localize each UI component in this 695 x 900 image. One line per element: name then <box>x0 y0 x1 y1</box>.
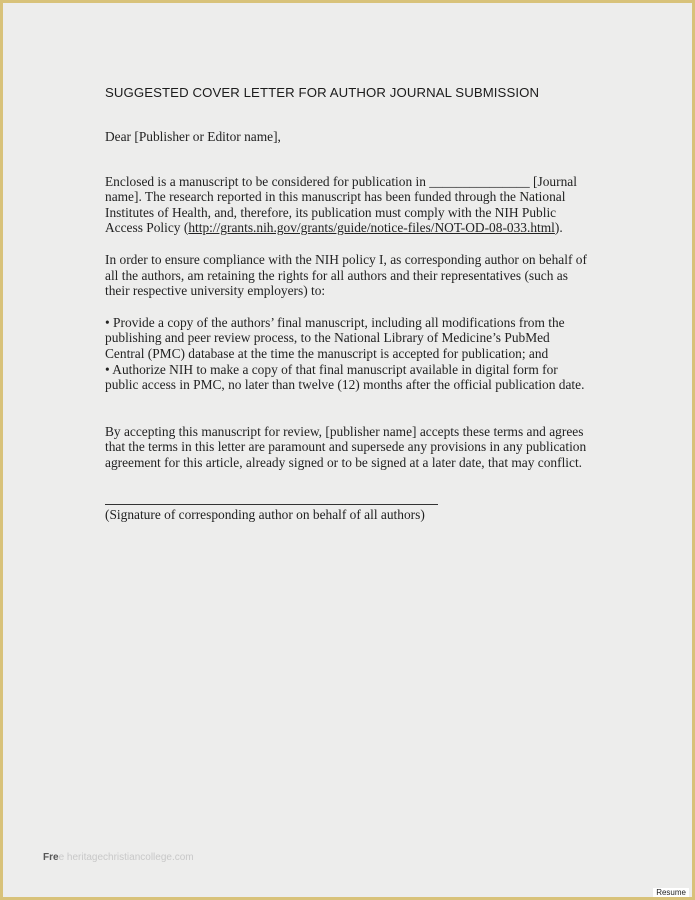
paragraph-line: Institutes of Health, and, therefore, its publication must comply with the NIH Public <box>105 204 557 220</box>
signature-caption: (Signature of corresponding author on behalf of all authors) <box>105 506 425 522</box>
paragraph-compliance <box>105 252 605 299</box>
bullet-line: Central (PMC) database at the time the manuscript is accepted for publication; and <box>105 345 549 361</box>
document-page <box>3 3 692 897</box>
document-title: SUGGESTED COVER LETTER FOR AUTHOR JOURNAL SUBMISSION <box>105 85 540 100</box>
paragraph-enclosed <box>105 174 605 236</box>
text-fragment: ). <box>554 220 563 236</box>
watermark-prefix: Fre <box>43 852 59 863</box>
paragraph-line: agreement for this article, already signed or to be signed at a later date, that may conflict. <box>105 454 583 470</box>
paragraph-line: that the terms in this letter are paramount and supersede any provisions in any publication <box>105 439 587 455</box>
bullet-line: • Authorize NIH to make a copy of that final manuscript available in digital form for <box>105 361 558 377</box>
signature-line <box>105 504 438 505</box>
paragraph-line: name]. The research reported in this manuscript has been funded through the National <box>105 189 566 205</box>
salutation: Dear [Publisher or Editor name], <box>105 129 281 144</box>
paragraph-line: By accepting this manuscript for review, [publisher name] accepts these terms and agrees <box>105 423 584 439</box>
watermark <box>43 852 194 863</box>
paragraph-bullets <box>105 315 605 393</box>
paragraph-line: In order to ensure compliance with the NIH policy I, as corresponding author on behalf of <box>105 251 587 267</box>
paragraph-line: all the authors, am retaining the rights for all authors and their representatives (such as <box>105 267 568 283</box>
resume-tag: Resume <box>653 888 689 897</box>
paragraph-line: Enclosed is a manuscript to be considered for publication in _______________ [Journal <box>105 173 577 189</box>
paragraph-line <box>105 220 605 236</box>
cover-letter <box>105 85 605 522</box>
bullet-line: public access in PMC, no later than twelve (12) months after the official publication date. <box>105 377 585 393</box>
text-fragment: Access Policy ( <box>105 220 189 236</box>
paragraph-acceptance <box>105 424 605 471</box>
paragraph-line: their respective university employers) to: <box>105 283 326 299</box>
bullet-line: • Provide a copy of the authors’ final manuscript, including all modifications from the <box>105 314 565 330</box>
nih-policy-link[interactable]: http://grants.nih.gov/grants/guide/notice-files/NOT-OD-08-033.html <box>188 220 555 236</box>
watermark-text: e heritagechristiancollege.com <box>58 852 194 863</box>
bullet-line: publishing and peer review process, to the National Library of Medicine’s PubMed <box>105 330 550 346</box>
